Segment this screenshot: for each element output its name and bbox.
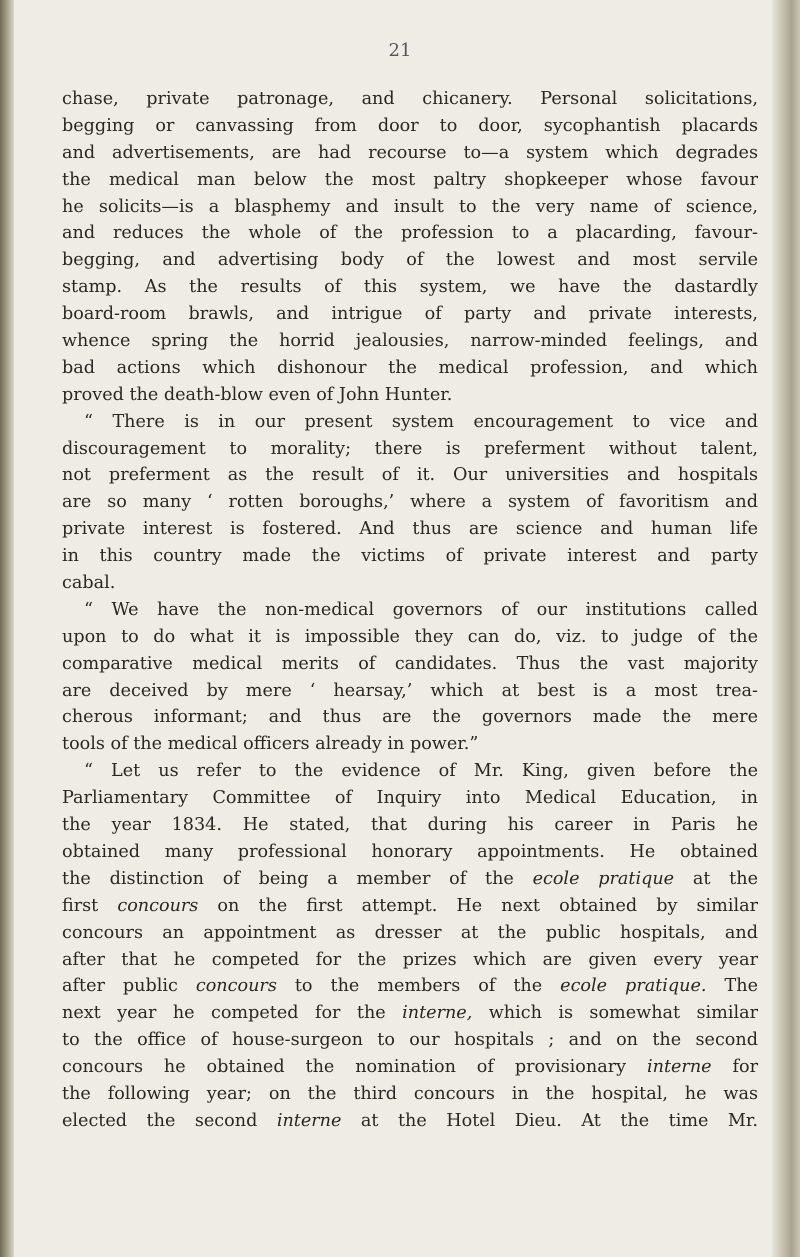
text-line: after that he competed for the prizes which are given every year xyxy=(62,949,758,970)
text-line: concours an appointment as dresser at the public hospitals, and xyxy=(62,922,758,943)
text-line: comparative medical merits of candidates. Thus the vast majority xyxy=(62,653,758,674)
page-number: 21 xyxy=(388,40,412,61)
text-line: whence spring the horrid jealousies, narrow-minded feelings, and xyxy=(62,331,758,352)
text-line: and advertisements, are had recourse to—a system which degrades xyxy=(62,142,758,163)
text-line: proved the death-blow even of John Hunter. xyxy=(62,384,453,405)
text-line: the medical man below the most paltry shopkeeper whose favour xyxy=(62,169,758,190)
text-line: chase, private patronage, and chicanery. Personal solicitations, xyxy=(62,89,758,109)
text-line: private interest is fostered. And thus are science and human life xyxy=(62,519,758,540)
text-line: obtained many professional honorary appointments. He obtained xyxy=(62,841,758,862)
text-line: elected the second interne at the Hotel Dieu. At the time Mr. xyxy=(62,1110,758,1131)
text-line: tools of the medical officers already in power.” xyxy=(62,734,479,755)
text-line: discouragement to morality; there is preferment without talent, xyxy=(62,438,758,459)
text-line: begging or canvassing from door to door, sycophantish placards xyxy=(62,115,758,136)
text-line: he solicits—is a blasphemy and insult to the very name of science, xyxy=(62,196,758,217)
text-line: next year he competed for the interne, which is somewhat similar xyxy=(62,1003,758,1024)
text-line: stamp. As the results of this system, we have the dastardly xyxy=(62,277,758,298)
page-edge xyxy=(772,0,800,1257)
text-line: not preferment as the result of it. Our universities and hospitals xyxy=(62,465,758,486)
text-line: the year 1834. He stated, that during his career in Paris he xyxy=(62,815,758,836)
text-line: begging, and advertising body of the lowest and most servile xyxy=(62,250,758,271)
body-text xyxy=(62,86,758,1135)
text-line: the following year; on the third concours in the hospital, he was xyxy=(62,1083,758,1104)
text-line: are so many ‘ rotten boroughs,’ where a system of favoritism and xyxy=(62,492,758,513)
text-line: concours he obtained the nomination of provisionary interne for xyxy=(62,1057,758,1078)
text-line: cherous informant; and thus are the governors made the mere xyxy=(62,707,758,728)
text-line: to the office of house-surgeon to our hospitals ; and on the second xyxy=(62,1030,758,1051)
text-line: “ We have the non-medical governors of our institutions called xyxy=(84,599,758,620)
text-line: cabal. xyxy=(62,573,116,594)
text-line: “ Let us refer to the evidence of Mr. King, given before the xyxy=(84,761,758,782)
text-line: Parliamentary Committee of Inquiry into Medical Education, in xyxy=(62,788,758,809)
text-line: and reduces the whole of the profession to a placarding, favour- xyxy=(62,223,758,244)
text-line: “ There is in our present system encouragement to vice and xyxy=(84,411,758,432)
text-line: bad actions which dishonour the medical profession, and which xyxy=(62,357,758,378)
text-line: board-room brawls, and intrigue of party and private interests, xyxy=(62,304,758,325)
text-line: upon to do what it is impossible they can do, viz. to judge of the xyxy=(62,626,758,647)
text-line: the distinction of being a member of the ecole pratique at the xyxy=(62,868,758,889)
book-gutter-shadow xyxy=(0,0,14,1257)
text-line: are deceived by mere ‘ hearsay,’ which at best is a most trea- xyxy=(62,680,758,701)
text-line: first concours on the first attempt. He next obtained by similar xyxy=(62,895,758,916)
text-line: after public concours to the members of the ecole pratique. The xyxy=(62,976,758,997)
text-line: in this country made the victims of private interest and party xyxy=(62,546,758,567)
